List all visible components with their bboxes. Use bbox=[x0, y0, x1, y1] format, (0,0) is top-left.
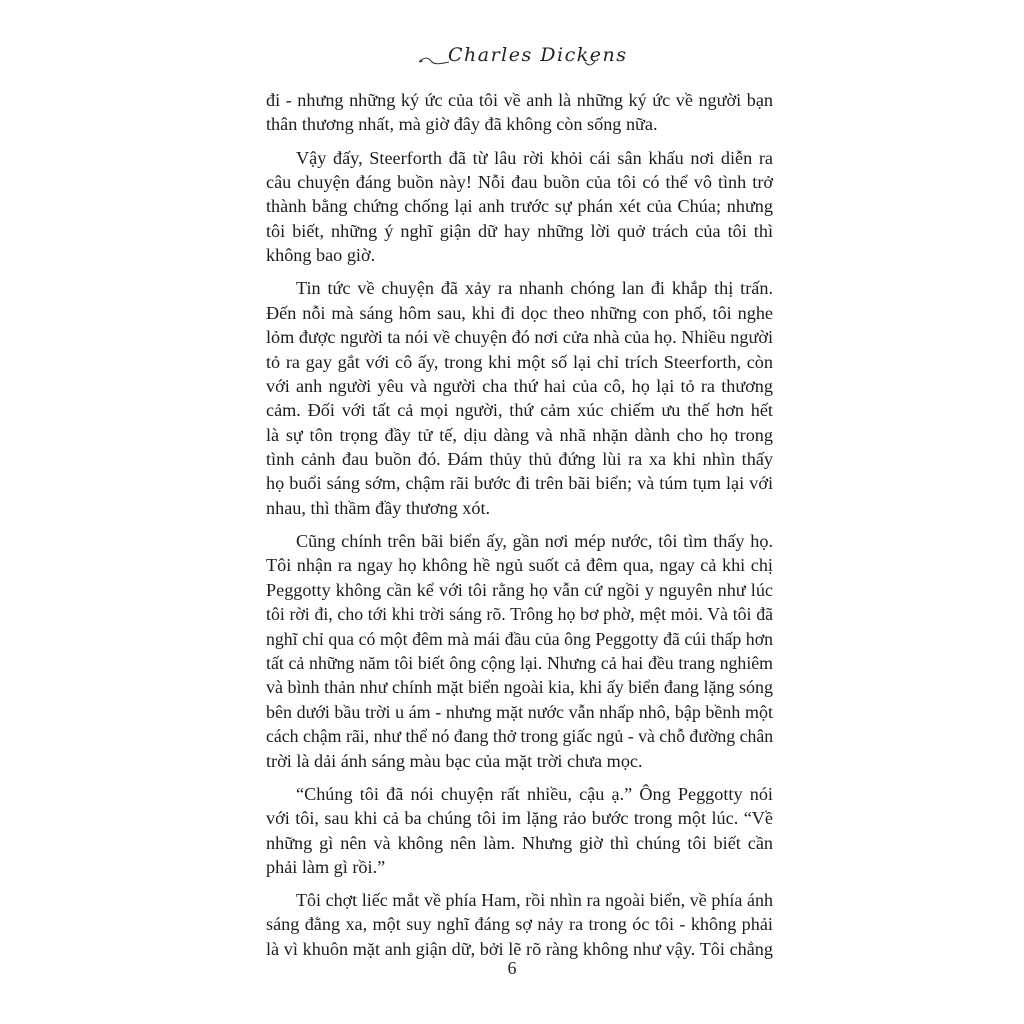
text-line: những gì nên và không nên làm. Nhưng giờ thì chúng tôi biết cần bbox=[266, 832, 773, 853]
text-line: nghĩ chỉ qua có một đêm mà mái đầu của ông Peggotty đã cúi thấp hơn bbox=[266, 628, 773, 649]
text-line: thành bằng chứng chống lại anh trước sự phán xét của Chúa; nhưng bbox=[266, 196, 773, 217]
paragraph bbox=[266, 146, 773, 268]
ornament-flourish-icon bbox=[418, 56, 450, 66]
text-line: cách chậm rãi, như thể nó đang thở trong giấc ngủ - và chỗ đường chân bbox=[266, 726, 774, 747]
text-line: Vậy đấy, Steerforth đã từ lâu rời khỏi cái sân khấu nơi diễn ra bbox=[296, 147, 773, 168]
text-line: tôi rời đi, cho tới khi trời sáng rõ. Trông họ bơ phờ, mệt mỏi. Và tôi đã bbox=[266, 604, 773, 625]
text-line: họ buổi sáng sớm, chậm rãi bước đi trên bãi biển; và túm tụm lại với bbox=[266, 473, 773, 494]
running-head bbox=[0, 42, 1024, 78]
text-line: là sự tôn trọng đầy tử tế, dịu dàng và nhã nhặn dành cho họ trong bbox=[266, 424, 773, 445]
text-line: nhau, thì thầm đầy thương xót. bbox=[266, 497, 491, 518]
author-name: Charles Dickens bbox=[448, 44, 628, 66]
text-line: là vì khuôn mặt anh giận dữ, bởi lẽ rõ ràng không như vậy. Tôi chẳng bbox=[266, 938, 773, 959]
text-line: tỏ ra gay gắt với cô ấy, trong khi một số lại chỉ trích Steerforth, còn bbox=[266, 351, 773, 372]
text-line: với anh người yêu và người cha thứ hai của cô, họ lại tỏ ra thương bbox=[266, 375, 773, 396]
text-line: và bình thản như chính mặt biển ngoài kia, khi ấy biển đang lặng sóng bbox=[266, 677, 773, 698]
paragraph bbox=[266, 276, 773, 520]
paragraph bbox=[266, 88, 773, 137]
text-line: Cũng chính trên bãi biển ấy, gần nơi mép nước, tôi tìm thấy họ. bbox=[296, 531, 773, 552]
body-text bbox=[266, 88, 773, 970]
text-line: với tôi, sau khi cả ba chúng tôi im lặng rảo bước trong một lúc. “Về bbox=[266, 808, 773, 829]
text-line: lỏm được người ta nói về chuyện đó nơi cửa nhà của họ. Nhiều người bbox=[266, 327, 773, 348]
text-line: sáng đằng xa, một suy nghĩ đáng sợ nảy ra trong óc tôi - không phải bbox=[266, 914, 773, 935]
paragraph bbox=[266, 888, 773, 961]
ornament-tail-icon bbox=[584, 58, 596, 68]
text-line: phải làm gì rồi.” bbox=[266, 856, 386, 877]
paragraph bbox=[266, 529, 773, 773]
paragraph bbox=[266, 782, 773, 880]
text-line: Đến nỗi mà sáng hôm sau, khi đi dọc theo những con phố, tôi nghe bbox=[266, 302, 773, 323]
text-line: cảm. Đối với tất cả mọi người, thứ cảm xúc chiếm ưu thế hơn hết bbox=[266, 400, 773, 421]
text-line: không bao giờ. bbox=[266, 245, 376, 266]
text-line: câu chuyện đáng buồn này! Nỗi đau buồn của tôi có thể vô tình trở bbox=[266, 171, 773, 192]
page-number: 6 bbox=[507, 958, 517, 978]
text-line: Tin tức về chuyện đã xảy ra nhanh chóng lan đi khắp thị trấn. bbox=[296, 278, 773, 299]
text-line: trời là dải ánh sáng màu bạc của mặt trời chưa mọc. bbox=[266, 750, 643, 771]
text-line: tôi biết, những ý nghĩ giận dữ hay những lời quở trách của tôi thì bbox=[266, 220, 773, 241]
text-line: bên dưới bầu trời u ám - nhưng mặt nước vẫn nhấp nhô, bập bềnh một bbox=[266, 701, 773, 722]
text-line: thân thương nhất, mà giờ đây đã không còn sống nữa. bbox=[266, 114, 658, 135]
text-line: Tôi nhận ra ngay họ không hề ngủ suốt cả đêm qua, ngay cả khi chị bbox=[266, 555, 773, 576]
text-line: Peggotty không cần kể với tôi rằng họ vẫn cứ ngồi y nguyên như lúc bbox=[266, 579, 773, 600]
text-line: tất cả những năm tôi biết ông cộng lại. Nhưng cả hai đều trang nghiêm bbox=[266, 652, 773, 673]
text-line: tình cảnh đau buồn đó. Đám thủy thủ đứng lùi ra xa khi nhìn thấy bbox=[266, 449, 773, 470]
text-line: đi - nhưng những ký ức của tôi về anh là những ký ức về người bạn bbox=[266, 90, 773, 110]
text-line: “Chúng tôi đã nói chuyện rất nhiều, cậu ạ.” Ông Peggotty nói bbox=[296, 783, 773, 804]
text-line: Tôi chợt liếc mắt về phía Ham, rồi nhìn ra ngoài biển, về phía ánh bbox=[296, 890, 773, 911]
